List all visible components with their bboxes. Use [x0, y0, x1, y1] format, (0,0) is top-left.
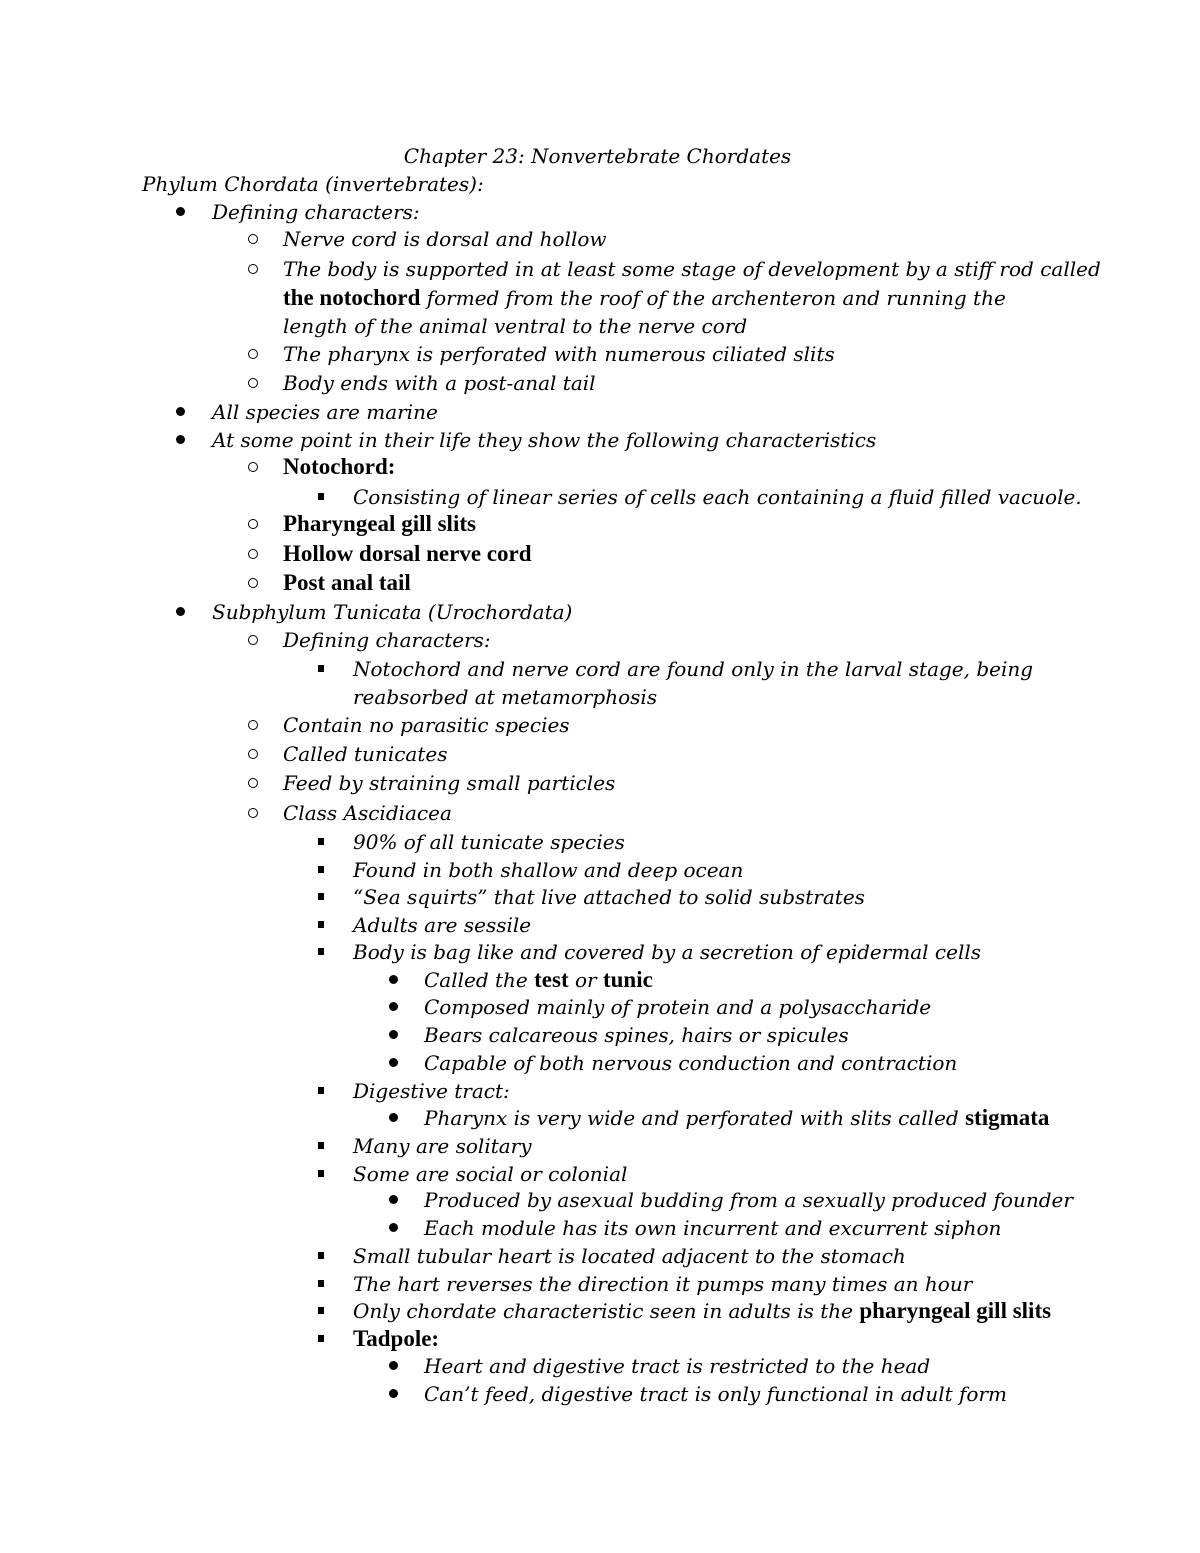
- bullet-circle-icon: [248, 264, 258, 274]
- bullet-square-icon: [318, 948, 324, 955]
- item-text: 90% of all tunicate species: [353, 830, 625, 854]
- item-text: Called tunicates: [283, 742, 448, 766]
- outline-item: [283, 799, 452, 827]
- bullet-square-icon: [318, 1280, 324, 1287]
- bullet-dot-icon: [389, 1058, 398, 1067]
- outline-item: [283, 740, 447, 768]
- page-title: Chapter 23: Nonvertebrate Chordates: [403, 144, 792, 168]
- bullet-square-icon: [318, 838, 324, 845]
- outline-item: [353, 1270, 972, 1298]
- outline-item: [283, 711, 570, 739]
- outline-item: [353, 1325, 439, 1353]
- item-text: Consisting of linear series of cells each containing a fluid filled vacuole.: [353, 485, 1082, 509]
- item-text: Capable of both nervous conduction and contraction: [424, 1051, 958, 1075]
- item-text: Produced by asexual budding from a sexually produced founder: [424, 1188, 1073, 1212]
- item-text: At some point in their life they show the following characteristics: [212, 428, 877, 452]
- outline-item: [424, 1380, 1007, 1408]
- item-text: Found in both shallow and deep ocean: [353, 858, 744, 882]
- item-text: or: [568, 968, 603, 992]
- bullet-circle-icon: [248, 378, 258, 388]
- outline-item: [424, 1049, 957, 1077]
- item-text: Contain no parasitic species: [283, 713, 570, 737]
- outline-item: [353, 1160, 627, 1188]
- outline-item: [283, 769, 615, 797]
- item-text: formed from the roof of the archenteron and running the: [420, 286, 1006, 310]
- item-text: Bears calcareous spines, hairs or spicules: [424, 1023, 849, 1047]
- bullet-square-icon: [318, 1335, 324, 1342]
- outline-item: [424, 1352, 930, 1380]
- bullet-dot-icon: [389, 1195, 398, 1204]
- outline-item: [353, 1132, 532, 1160]
- item-text: The hart reverses the direction it pumps many times an hour: [353, 1272, 973, 1296]
- outline-item: [283, 510, 476, 538]
- outline-item: [353, 483, 1082, 511]
- outline-item: [353, 683, 657, 711]
- outline-item: [283, 225, 607, 253]
- bullet-dot-icon: [389, 1030, 398, 1039]
- bullet-square-icon: [318, 921, 324, 928]
- item-text: Only chordate characteristic seen in adults is the: [353, 1299, 860, 1323]
- item-text: Adults are sessile: [353, 913, 532, 937]
- outline-item: [212, 198, 420, 226]
- outline-item: [212, 598, 572, 626]
- bullet-square-icon: [318, 866, 324, 873]
- bold-term: the notochord: [283, 285, 421, 310]
- outline-item: [353, 856, 743, 884]
- bullet-circle-icon: [248, 720, 258, 730]
- item-text: Pharynx is very wide and perforated with slits called: [424, 1106, 966, 1130]
- bold-term: test: [534, 967, 569, 992]
- item-text: reabsorbed at metamorphosis: [353, 685, 658, 709]
- item-text: Each module has its own incurrent and excurrent siphon: [424, 1216, 1002, 1240]
- outline-item: [283, 540, 532, 568]
- outline-item: [283, 569, 411, 597]
- item-text: “Sea squirts” that live attached to solid substrates: [353, 885, 865, 909]
- bullet-square-icon: [318, 1170, 324, 1177]
- item-text: Heart and digestive tract is restricted to the head: [424, 1354, 931, 1378]
- bullet-dot-icon: [176, 607, 185, 616]
- bullet-dot-icon: [389, 1361, 398, 1370]
- outline-item: [353, 655, 1033, 683]
- outline-item: [353, 1297, 1051, 1325]
- bullet-circle-icon: [248, 635, 258, 645]
- bullet-dot-icon: [176, 435, 185, 444]
- item-text: Class Ascidiacea: [283, 801, 452, 825]
- item-text: Composed mainly of protein and a polysaccharide: [424, 995, 932, 1019]
- item-text: Body ends with a post-anal tail: [283, 371, 596, 395]
- outline-item: [424, 1104, 1049, 1132]
- outline-item: [424, 1021, 849, 1049]
- item-text: Defining characters:: [212, 200, 420, 224]
- outline-item: [283, 312, 747, 340]
- bullet-circle-icon: [248, 462, 258, 472]
- outline-item: [212, 398, 438, 426]
- item-text: Digestive tract:: [353, 1079, 510, 1103]
- item-text: Many are solitary: [353, 1134, 532, 1158]
- bold-term: Notochord:: [283, 454, 396, 479]
- outline-item: [283, 255, 1101, 283]
- bullet-dot-icon: [176, 407, 185, 416]
- bullet-square-icon: [318, 893, 324, 900]
- outline-item: [283, 453, 395, 481]
- bullet-square-icon: [318, 1142, 324, 1149]
- bullet-circle-icon: [248, 519, 258, 529]
- item-text: Notochord and nerve cord are found only in the larval stage, being: [353, 657, 1034, 681]
- bold-term: Post anal tail: [283, 570, 411, 595]
- item-text: Defining characters:: [283, 628, 491, 652]
- item-text: Feed by straining small particles: [283, 771, 616, 795]
- item-text: Small tubular heart is located adjacent to the stomach: [353, 1244, 906, 1268]
- bullet-circle-icon: [248, 778, 258, 788]
- bullet-dot-icon: [176, 207, 185, 216]
- outline-item: [424, 1214, 1001, 1242]
- outline-item: [353, 1242, 906, 1270]
- outline-item: [283, 284, 1006, 312]
- bold-term: Tadpole:: [353, 1326, 440, 1351]
- item-text: The pharynx is perforated with numerous ciliated slits: [283, 342, 835, 366]
- bold-term: tunic: [602, 967, 653, 992]
- bold-term: pharyngeal gill slits: [859, 1298, 1052, 1323]
- item-text: Can’t feed, digestive tract is only functional in adult form: [424, 1382, 1007, 1406]
- bullet-circle-icon: [248, 749, 258, 759]
- item-text: Subphylum Tunicata (Urochordata): [212, 600, 573, 624]
- outline-item: [353, 828, 625, 856]
- outline-item: [424, 1186, 1073, 1214]
- bullet-circle-icon: [248, 549, 258, 559]
- item-text: Some are social or colonial: [353, 1162, 628, 1186]
- bullet-square-icon: [318, 1087, 324, 1094]
- bullet-dot-icon: [389, 975, 398, 984]
- outline-item: [353, 883, 865, 911]
- bullet-circle-icon: [248, 808, 258, 818]
- bold-term: Hollow dorsal nerve cord: [283, 541, 532, 566]
- outline-item: [283, 369, 596, 397]
- outline-item: [424, 966, 653, 994]
- bullet-dot-icon: [389, 1113, 398, 1122]
- item-text: Body is bag like and covered by a secretion of epidermal cells: [353, 940, 982, 964]
- bold-term: Pharyngeal gill slits: [283, 511, 476, 536]
- outline-item: [353, 938, 981, 966]
- bullet-square-icon: [318, 493, 324, 500]
- outline-item: [283, 626, 491, 654]
- bullet-square-icon: [318, 665, 324, 672]
- item-text: length of the animal ventral to the nerve cord: [283, 314, 748, 338]
- bullet-square-icon: [318, 1252, 324, 1259]
- bullet-circle-icon: [248, 349, 258, 359]
- outline-item: [212, 426, 876, 454]
- outline-item: [353, 1077, 510, 1105]
- outline-item: [424, 993, 931, 1021]
- bold-term: stigmata: [965, 1105, 1050, 1130]
- bullet-circle-icon: [248, 578, 258, 588]
- item-text: All species are marine: [212, 400, 438, 424]
- item-text: Nerve cord is dorsal and hollow: [283, 227, 607, 251]
- bullet-circle-icon: [248, 234, 258, 244]
- bullet-dot-icon: [389, 1389, 398, 1398]
- bullet-square-icon: [318, 1307, 324, 1314]
- bullet-dot-icon: [389, 1223, 398, 1232]
- bullet-dot-icon: [389, 1002, 398, 1011]
- section-heading: Phylum Chordata (invertebrates):: [142, 172, 484, 196]
- outline-item: [353, 911, 531, 939]
- item-text: Called the: [424, 968, 535, 992]
- outline-item: [283, 340, 835, 368]
- item-text: The body is supported in at least some stage of development by a stiff rod called: [283, 257, 1101, 281]
